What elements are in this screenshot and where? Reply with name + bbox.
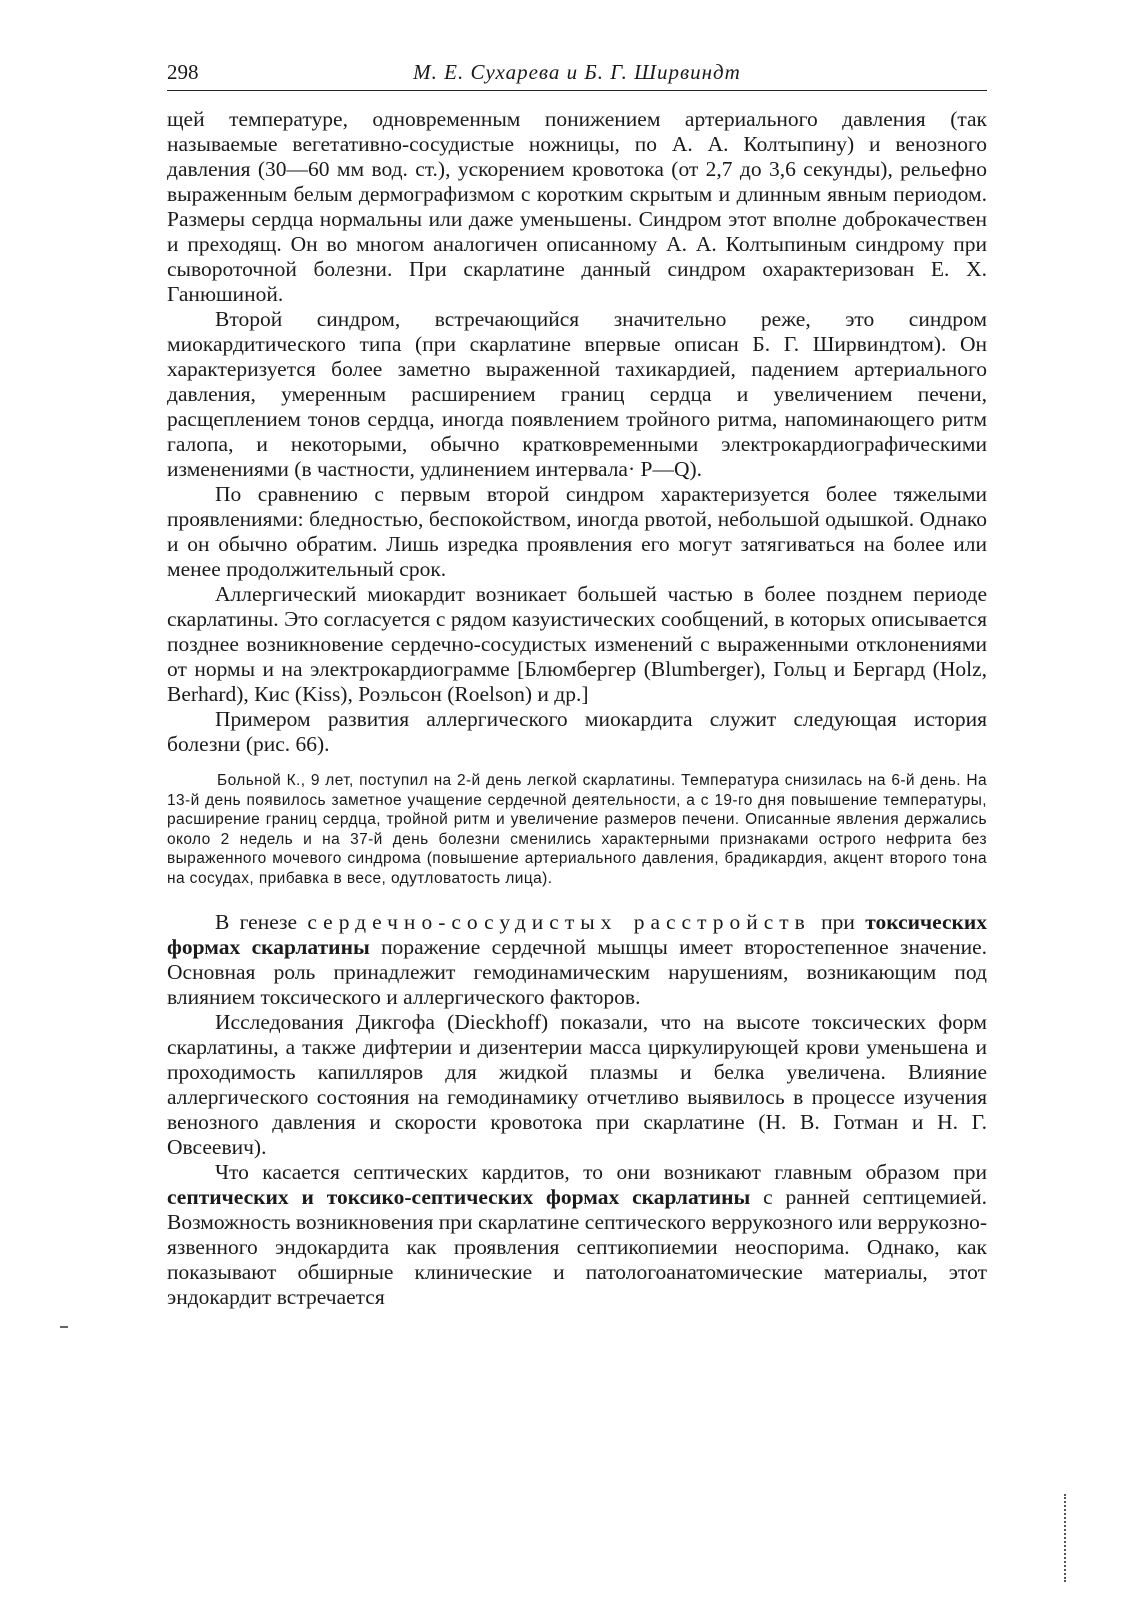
case-history: Больной К., 9 лет, поступил на 2-й день легкой скарлатины. Температура снизилась на 6-й день. На 13-й день появилось заметное учащение сердечной деятельности, а с 19-го дня повышение температуры, расширение границ сердца, тройной ритм и увеличение размеров печени. Описанные явления держались около 2 недель и на 37-й день болезни сменились характерными признаками острого нефрита без выраженного мочевого синдрома (повышение артериального давления, брадикардия, акцент второго тона на сосудах, прибавка в весе, одутловатость лица). bbox=[167, 772, 987, 887]
paragraph-1: щей температуре, одновременным понижением артериального давления (так называемые вегетативно-сосудистые ножницы, по А. А. Колтыпину) и венозного давления (30—60 мм вод. ст.), ускорением кровотока (от 2,7 до 3,6 секунды), рельефно выраженным белым дермографизмом с коротким скрытым и длинным явным периодом. Размеры сердца нормальны или даже уменьшены. Синдром этот вполне доброкачествен и преходящ. Он во многом аналогичен описанному А. А. Колтыпиным синдрому при сывороточной болезни. При скарлатине данный синдром охарактеризован Е. Х. Ганюшиной. bbox=[167, 107, 987, 306]
paragraph-dieckhoff: Исследования Дикгофа (Dieckhoff) показали, что на высоте токсических форм скарлатины, а также дифтерии и дизентерии масса циркулирующей крови уменьшена и проходимость капилляров для жидкой плазмы и белка увеличена. Влияние аллергического состояния на гемодинамику отчетливо выявилось в процессе изучения венозного давления и скорости кровотока при скарлатине (Н. В. Готман и Н. Г. Овсеевич). bbox=[167, 1010, 987, 1159]
scan-edge-marks bbox=[1064, 1494, 1070, 1582]
genesis-lead: В генезе bbox=[215, 910, 298, 934]
genesis-rest: поражение сердечной мышцы имеет второстепенное значение. Основная роль принадлежит гемодинамическим нарушениям, возникающим под влиянием токсического и аллергического факторов. bbox=[167, 935, 987, 1009]
genesis-spaced-term: сердечно-сосудистых расстройств bbox=[307, 910, 811, 934]
margin-mark bbox=[60, 1326, 68, 1328]
genesis-mid: при bbox=[821, 910, 855, 934]
genesis-bold-term: токсических формах скарлатины bbox=[167, 910, 988, 959]
paragraph-2: Второй синдром, встречающийся значительно реже, это синдром миокардитического типа (при скарлатине впервые описан Б. Г. Ширвиндтом). Он характеризуется более заметно выраженной тахикардией, падением артериального давления, умеренным расширением границ сердца и увеличением печени, расщеплением тонов сердца, иногда появлением тройного ритма, напоминающего ритм галопа, и некоторыми, обычно кратковременными электрокардиографическими изменениями (в частности, удлинением интервала· P—Q). bbox=[167, 307, 987, 481]
section-gap bbox=[167, 888, 987, 910]
page-number: 298 bbox=[167, 60, 199, 84]
paragraph-4: Аллергический миокардит возникает большей частью в более позднем периоде скарлатины. Это согласуется с рядом казуистических сообщений, в которых описывается позднее возникновение сердечно-сосудистых изменений с выраженными отклонениями от нормы и на электрокардиограмме [Блюмбергер (Blumberger), Гольц и Бергард (Holz, Berhard), Кис (Kiss), Роэльсон (Roelson) и др.] bbox=[167, 582, 987, 706]
septic-bold-term: септических и токсико-септических формах скарлатины bbox=[167, 1185, 751, 1209]
page-body bbox=[167, 107, 987, 1310]
running-header bbox=[167, 56, 987, 91]
septic-lead: Что касается септических кардитов, то они возникают главным образом при bbox=[215, 1160, 987, 1184]
paragraph-septic bbox=[167, 1160, 987, 1310]
running-head-authors: М. Е. Сухарева и Б. Г. Ширвиндт bbox=[413, 60, 741, 84]
paragraph-genesis bbox=[167, 910, 987, 1010]
paragraph-5: Примером развития аллергического миокардита служит следующая история болезни (рис. 66). bbox=[167, 707, 987, 756]
septic-rest: с ранней септицемией. Возможность возникновения при скарлатине септического веррукозного или веррукозно-язвенного эндокардита как проявления септикопиемии неоспорима. Однако, как показывают обширные клинические и патологоанатомические материалы, этот эндокардит встречается bbox=[167, 1185, 987, 1309]
paragraph-3: По сравнению с первым второй синдром характеризуется более тяжелыми проявлениями: бледностью, беспокойством, иногда рвотой, небольшой одышкой. Однако и он обычно обратим. Лишь изредка проявления его могут затягиваться на более или менее продолжительный срок. bbox=[167, 482, 987, 581]
